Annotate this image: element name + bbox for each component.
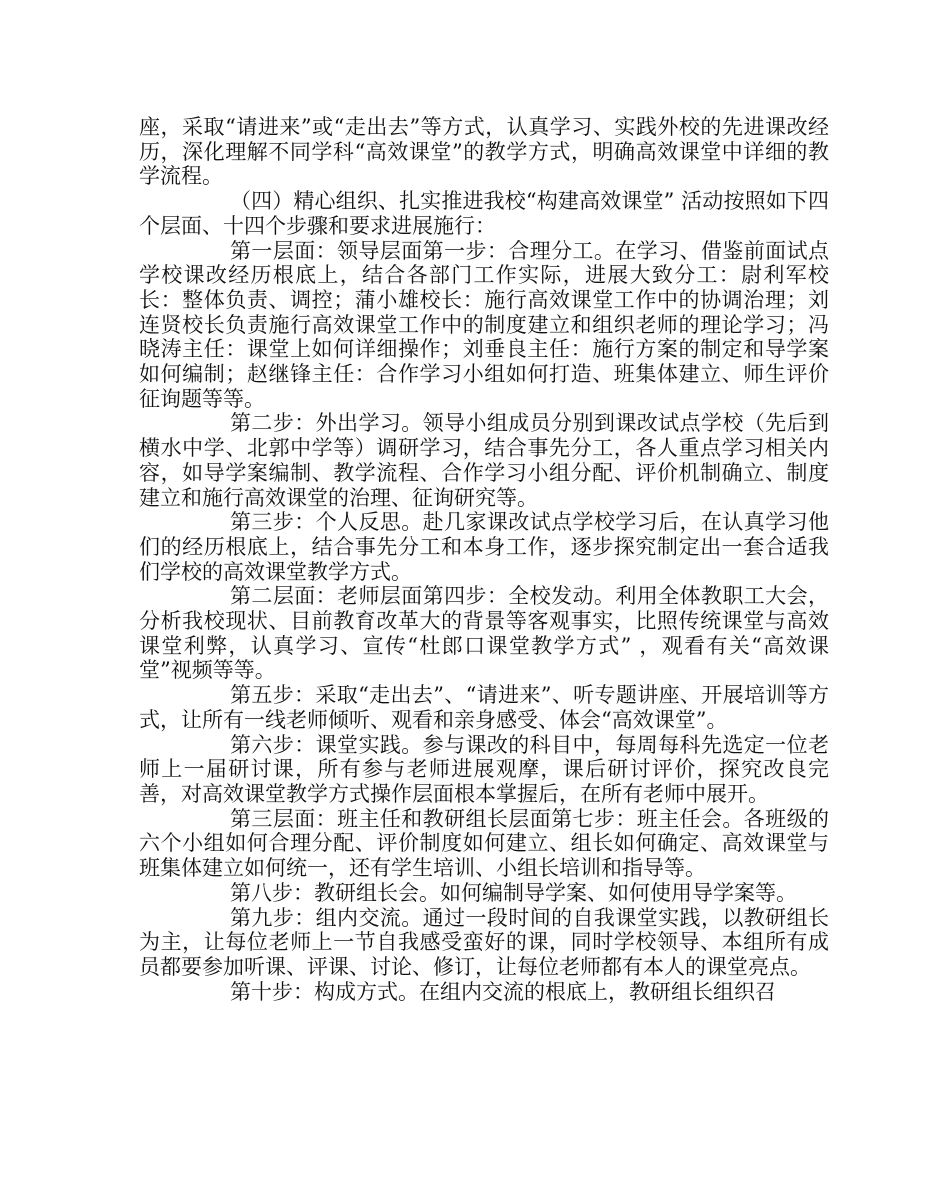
paragraph-section-four: （四）精心组织、扎实推进我校“构建高效课堂” 活动按照如下四个层面、十四个步骤和要求进展施行：: [139, 189, 829, 238]
paragraph-step-eight: 第八步：教研组长会。如何编制导学案、如何使用导学案等。: [230, 880, 797, 905]
paragraph-step-one: 第一层面：领导层面第一步：合理分工。在学习、借鉴前面试点学校课改经历根底上，结合各部门工作实际，进展大致分工：尉利军校长：整体负责、调控；蒲小雄校长：施行高效课堂工作中的协调治理；刘连贤校长负责施行高效课堂工作中的制度建立和组织老师的理论学习；冯晓涛主任：课堂上如何详细操作；刘垂良主任：施行方案的制定和导学案如何编制；赵继锋主任：合作学习小组如何打造、班集体建立、师生评价征询题等等。: [139, 238, 829, 411]
paragraph-step-four: 第二层面：老师层面第四步：全校发动。利用全体教职工大会，分析我校现状、目前教育改革大的背景等客观事实，比照传统课堂与高效课堂利弊，认真学习、宣传“杜郎口课堂教学方式” ，观看有关“高效课堂”视频等等。: [139, 584, 829, 683]
paragraph-step-three: 第三步：个人反思。赴几家课改试点学校学习后，在认真学习他们的经历根底上，结合事先分工和本身工作，逐步探究制定出一套合适我们学校的高效课堂教学方式。: [139, 510, 829, 584]
document-page: [139, 115, 829, 1004]
paragraph-step-six: 第六步：课堂实践。参与课改的科目中，每周每科先选定一位老师上一届研讨课，所有参与老师进展观摩，课后研讨评价，探究改良完善，对高效课堂教学方式操作层面根本掌握后，在所有老师中展开。: [139, 732, 829, 806]
paragraph-step-seven: 第三层面：班主任和教研组长层面第七步：班主任会。各班级的六个小组如何合理分配、评价制度如何建立、组长如何确定、高效课堂与班集体建立如何统一，还有学生培训、小组长培训和指导等。: [139, 806, 829, 881]
paragraph-intro-continued: 座，采取“请进来”或“走出去”等方式，认真学习、实践外校的先进课改经历，深化理解不同学科“高效课堂”的教学方式，明确高效课堂中详细的教学流程。: [139, 115, 829, 189]
paragraph-step-nine: 第九步：组内交流。通过一段时间的自我课堂实践，以教研组长为主，让每位老师上一节自我感受蛮好的课，同时学校领导、本组所有成员都要参加听课、评课、讨论、修订，让每位老师都有本人的课堂亮点。: [139, 905, 829, 979]
paragraph-step-ten: 第十步：构成方式。在组内交流的根底上，教研组长组织召: [230, 979, 776, 1004]
paragraph-step-five: 第五步：采取“走出去”、“请进来”、听专题讲座、开展培训等方式，让所有一线老师倾听、观看和亲身感受、体会“高效课堂”。: [139, 683, 829, 732]
paragraph-step-two: 第二步：外出学习。领导小组成员分别到课改试点学校（先后到横水中学、北郭中学等）调研学习，结合事先分工，各人重点学习相关内容，如导学案编制、教学流程、合作学习小组分配、评价机制确立、制度建立和施行高效课堂的治理、征询研究等。: [139, 411, 829, 510]
